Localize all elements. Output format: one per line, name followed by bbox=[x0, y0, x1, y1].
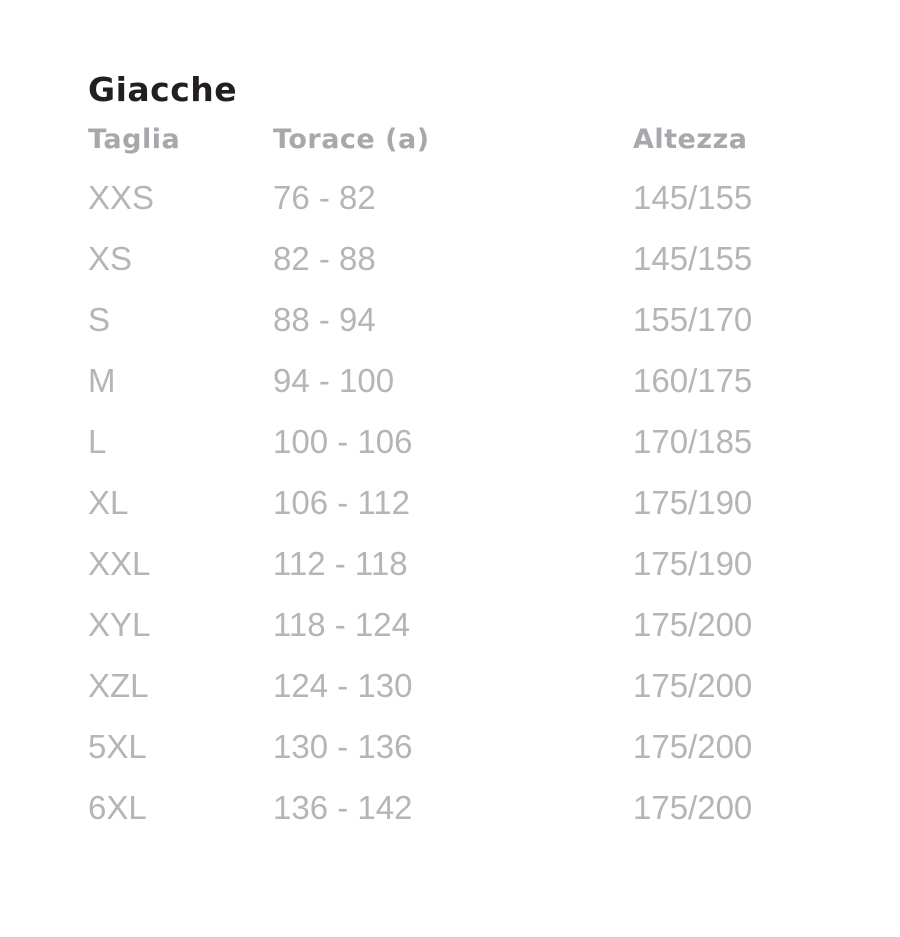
cell-size: XZL bbox=[88, 666, 149, 704]
column-header-size: Taglia bbox=[88, 123, 181, 155]
cell-height: 175/200 bbox=[633, 788, 753, 826]
cell-height: 145/155 bbox=[633, 178, 753, 216]
column-header-height: Altezza bbox=[633, 123, 748, 155]
cell-height: 175/200 bbox=[633, 666, 753, 704]
cell-height: 175/200 bbox=[633, 727, 753, 765]
cell-chest: 136 - 142 bbox=[273, 788, 413, 826]
page-title: Giacche bbox=[88, 70, 238, 109]
table-row bbox=[88, 289, 828, 350]
cell-height: 175/190 bbox=[633, 544, 753, 582]
table-row bbox=[88, 716, 828, 777]
table-row bbox=[88, 411, 828, 472]
cell-height: 145/155 bbox=[633, 239, 753, 277]
cell-size: M bbox=[88, 361, 116, 399]
cell-size: L bbox=[88, 422, 107, 460]
table-header bbox=[88, 124, 828, 167]
cell-size: 6XL bbox=[88, 788, 147, 826]
cell-chest: 94 - 100 bbox=[273, 361, 395, 399]
table-row bbox=[88, 777, 828, 838]
table-row bbox=[88, 533, 828, 594]
cell-chest: 76 - 82 bbox=[273, 178, 376, 216]
table-body bbox=[88, 167, 828, 838]
cell-size: XXS bbox=[88, 178, 155, 216]
cell-height: 160/175 bbox=[633, 361, 753, 399]
table-row bbox=[88, 228, 828, 289]
table-header-row bbox=[88, 124, 828, 167]
cell-height: 170/185 bbox=[633, 422, 753, 460]
cell-size: S bbox=[88, 300, 111, 338]
cell-chest: 112 - 118 bbox=[273, 544, 408, 582]
cell-height: 175/190 bbox=[633, 483, 753, 521]
cell-height: 155/170 bbox=[633, 300, 753, 338]
table-row bbox=[88, 594, 828, 655]
column-header-chest: Torace (a) bbox=[273, 123, 430, 155]
cell-chest: 118 - 124 bbox=[273, 605, 410, 643]
cell-size: 5XL bbox=[88, 727, 147, 765]
cell-chest: 100 - 106 bbox=[273, 422, 413, 460]
cell-chest: 124 - 130 bbox=[273, 666, 413, 704]
cell-chest: 82 - 88 bbox=[273, 239, 376, 277]
cell-size: XS bbox=[88, 239, 133, 277]
cell-size: XL bbox=[88, 483, 129, 521]
table-row bbox=[88, 167, 828, 228]
cell-size: XXL bbox=[88, 544, 151, 582]
table-row bbox=[88, 655, 828, 716]
cell-chest: 88 - 94 bbox=[273, 300, 376, 338]
cell-size: XYL bbox=[88, 605, 151, 643]
table-row bbox=[88, 472, 828, 533]
size-chart-table bbox=[88, 124, 828, 838]
cell-chest: 106 - 112 bbox=[273, 483, 410, 521]
table-row bbox=[88, 350, 828, 411]
cell-height: 175/200 bbox=[633, 605, 753, 643]
cell-chest: 130 - 136 bbox=[273, 727, 413, 765]
